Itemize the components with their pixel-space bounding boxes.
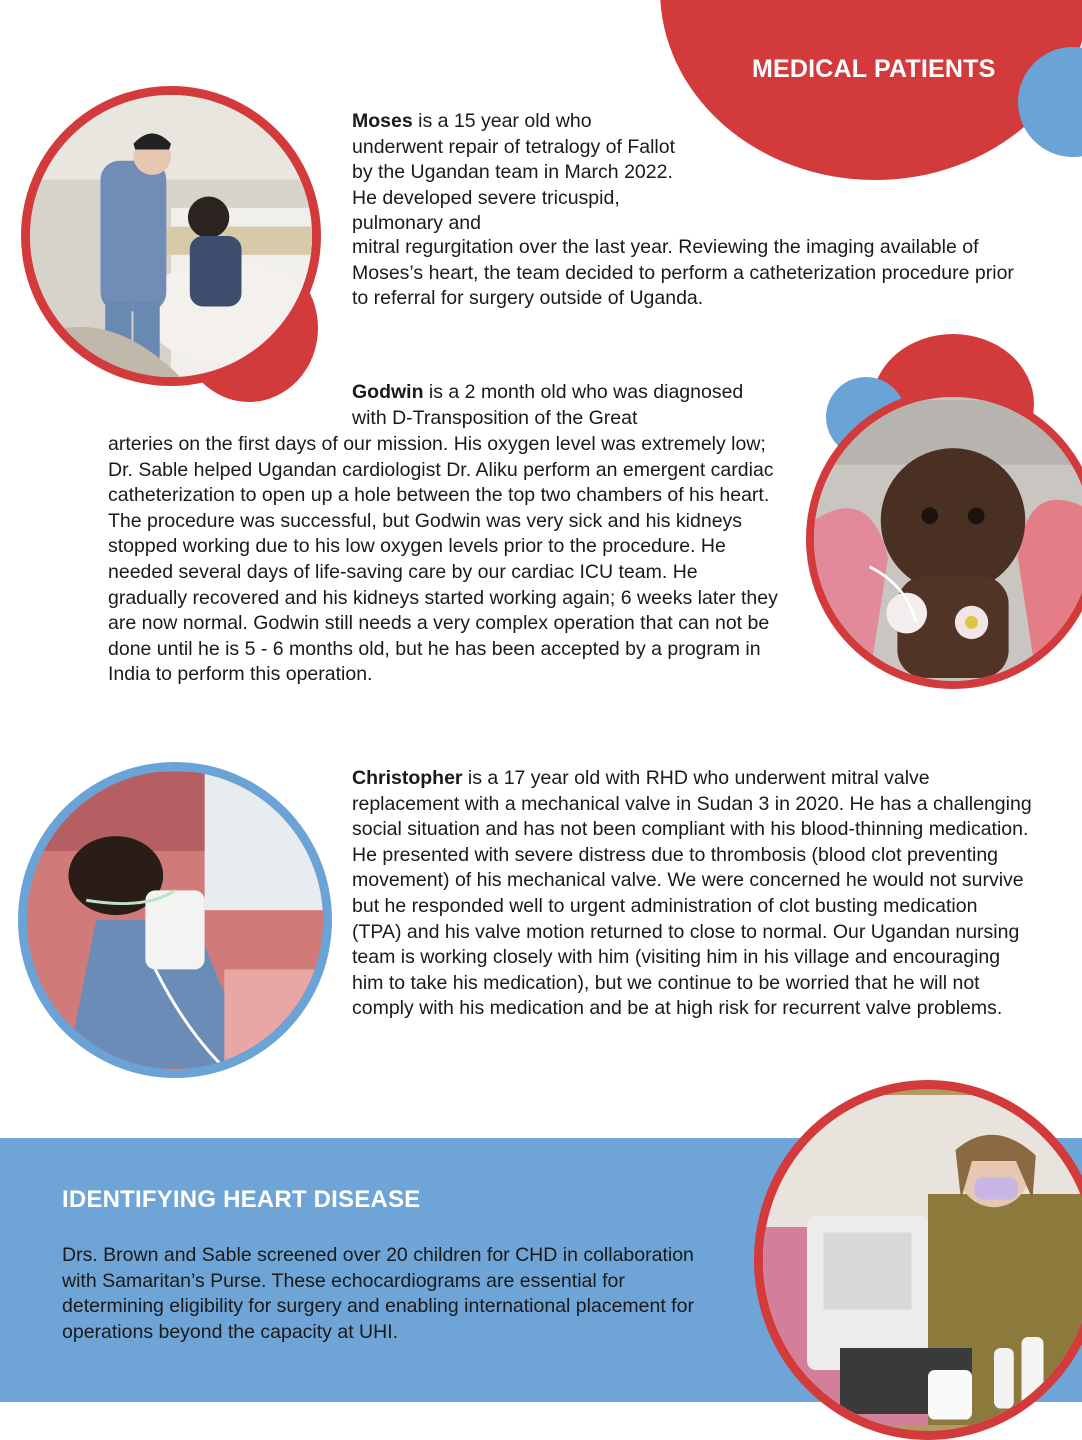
section-title-identifying-heart-disease: IDENTIFYING HEART DISEASE [62,1186,421,1213]
screening-description: Drs. Brown and Sable screened over 20 children for CHD in collaboration with Samaritan’s Purse. These echocardiograms are essential for determining eligibility for surgery and enabling international placement for operations beyond the capacity at UHI. [62,1244,694,1343]
godwin-text-top [352,380,772,431]
godwin-photo [806,389,1082,689]
screening-text [62,1243,712,1345]
section-title-medical-patients: MEDICAL PATIENTS [752,55,996,83]
moses-description-top: is a 15 year old who underwent repair of tetralogy of Fallot by the Ugandan team in March 2022. He developed severe tricuspid, pulmonary and [352,110,676,235]
moses-text-bottom [352,235,1032,312]
moses-name: Moses [352,110,413,132]
godwin-description-top: is a 2 month old who was diagnosed with D-Transposition of the Great [352,381,744,429]
echocardiogram-photo [754,1080,1082,1440]
christopher-name: Christopher [352,767,463,789]
godwin-text-bottom [108,432,780,688]
moses-photo [21,86,321,386]
godwin-description-bottom: arteries on the first days of our mission. His oxygen level was extremely low; Dr. Sable helped Ugandan cardiologist Dr. Aliku perform an emergent cardiac catheterization to open up a hole between the top two chambers of his heart. The procedure was successful, but Godwin was very sick and his kidneys stopped working due to his low oxygen levels prior to the procedure. He needed several days of life-saving care by our cardiac ICU team. He gradually recovered and his kidneys started working again; 6 weeks later they are now normal. Godwin still needs a very complex operation that can not be done until he is 5 - 6 months old, but he has been accepted by a program in India to perform this operation. [108,433,778,686]
christopher-text [352,766,1032,1022]
moses-text-top [352,109,682,237]
christopher-description: is a 17 year old with RHD who underwent mitral valve replacement with a mechanical valve in Sudan 3 in 2020. He has a challenging social situation and has not been compliant with his blood-thinning medication. He presented with severe distress due to thrombosis (blood clot preventing movement) of his mechanical valve. We were concerned he would not survive but he responded well to urgent administration of clot busting medication (TPA) and his valve motion returned to close to normal. Our Ugandan nursing team is working closely with him (visiting him in his village and encouraging him to take his medication), but we continue to be worried that he will not comply with his medication and be at high risk for recurrent valve problems. [352,767,1032,1020]
godwin-name: Godwin [352,381,424,403]
moses-description-bottom: mitral regurgitation over the last year. Reviewing the imaging available of Moses’s heart, the team decided to perform a catheterization procedure prior to referral for surgery outside of Uganda. [352,236,1014,310]
christopher-photo [18,762,332,1078]
